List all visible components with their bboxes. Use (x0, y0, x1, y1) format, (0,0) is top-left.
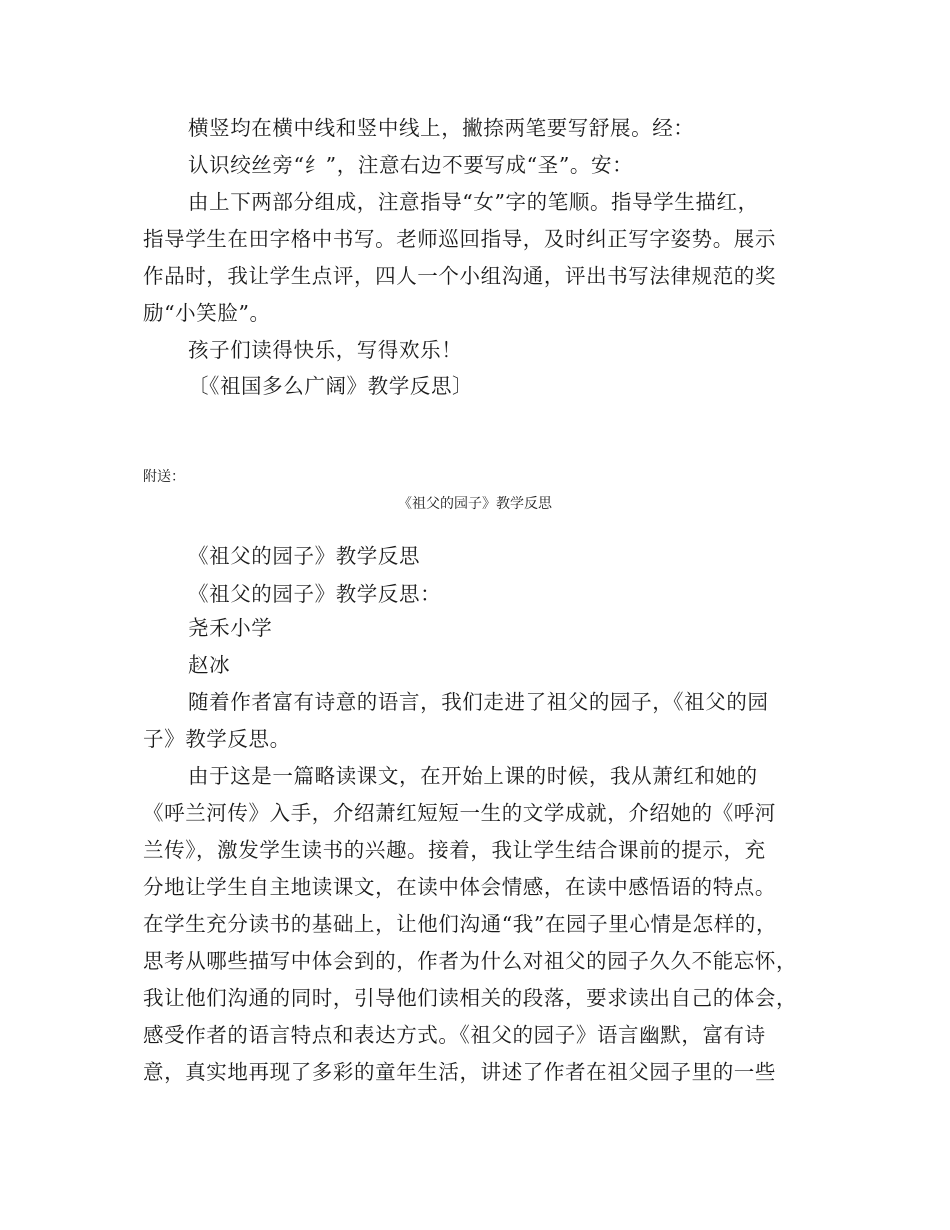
paragraph-line: 作品时，我让学生点评，四人一个小组沟通，评出书写法律规范的奖 (143, 264, 776, 288)
paragraph-line: 《祖父的园子》教学反思 (188, 544, 421, 568)
paragraph-line: 横竖均在横中线和竖中线上，撇捺两笔要写舒展。经： (188, 116, 695, 140)
paragraph-line: 由于这是一篇略读课文，在开始上课的时候，我从萧红和她的 (188, 764, 758, 788)
paragraph-line: 分地让学生自主地读课文，在读中体会情感，在读中感悟语的特点。 (143, 875, 776, 899)
paragraph-line: 指导学生在田字格中书写。老师巡回指导，及时纠正写字姿势。展示 (143, 227, 776, 251)
paragraph-line: 尧禾小学 (188, 616, 273, 640)
paragraph-line: 在学生充分读书的基础上，让他们沟通“我”在园子里心情是怎样的， (143, 912, 778, 936)
paragraph-line: 子》教学反思。 (143, 727, 291, 751)
paragraph-line: 孩子们读得快乐，写得欢乐！ (188, 338, 463, 362)
paragraph-line: 认识绞丝旁“纟”，注意右边不要写成“圣”。安： (188, 153, 634, 177)
paragraph-line: 感受作者的语言特点和表达方式。《祖父的园子》语言幽默，富有诗 (143, 1023, 766, 1047)
paragraph-line: 赵冰 (188, 653, 231, 677)
paragraph-line: 思考从哪些描写中体会到的，作者为什么对祖父的园子久久不能忘怀， (143, 949, 798, 973)
paragraph-line: 励“小笑脸”。 (143, 301, 271, 325)
paragraph-line: 《祖父的园子》教学反思： (188, 582, 442, 606)
paragraph-line: 我让他们沟通的同时，引导他们读相关的段落，要求读出自己的体会， (143, 986, 798, 1010)
paragraph-line: 兰传》，激发学生读书的兴趣。接着，我让学生结合课前的提示，充 (143, 838, 766, 862)
paragraph-line: 《呼兰河传》入手，介绍萧红短短一生的文学成就，介绍她的《呼河 (143, 801, 776, 825)
appendix-label: 附送： (143, 469, 185, 485)
paragraph-line: 随着作者富有诗意的语言，我们走进了祖父的园子，《祖父的园 (188, 690, 769, 714)
paragraph-line: 由上下两部分组成，注意指导“女”字的笔顺。指导学生描红， (188, 190, 759, 214)
paragraph-line: 意，真实地再现了多彩的童年生活，讲述了作者在祖父园子里的一些 (143, 1060, 776, 1084)
paragraph-line: 〔《祖国多么广阔》教学反思〕 (188, 374, 474, 398)
section-title: 《祖父的园子》教学反思 (398, 496, 552, 512)
